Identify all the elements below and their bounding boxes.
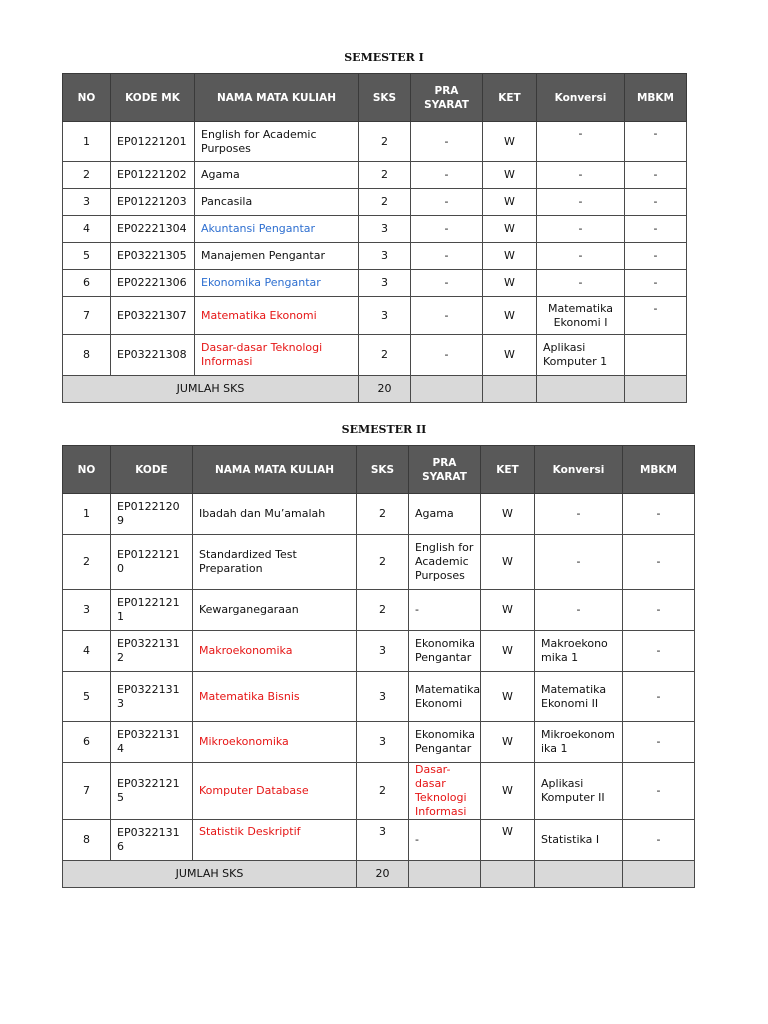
cell-sks: 3 xyxy=(357,820,409,861)
header-mbkm: MBKM xyxy=(625,74,687,122)
cell-ket: W xyxy=(483,243,537,270)
total-label: JUMLAH SKS xyxy=(63,861,357,888)
table-row xyxy=(63,189,687,216)
cell-no: 3 xyxy=(63,189,111,216)
cell-prasyarat: - xyxy=(411,335,483,376)
cell-konversi: - xyxy=(537,162,625,189)
cell-ket: W xyxy=(481,763,535,820)
cell-sks: 2 xyxy=(359,335,411,376)
cell-sks: 2 xyxy=(357,535,409,590)
cell-nama: Mikroekonomika xyxy=(193,722,357,763)
cell-sks: 2 xyxy=(357,494,409,535)
cell-sks: 2 xyxy=(359,189,411,216)
cell-prasyarat: - xyxy=(411,270,483,297)
cell-konversi: - xyxy=(535,535,623,590)
table-row xyxy=(63,763,695,820)
cell-konversi: - xyxy=(537,216,625,243)
header-konversi: Konversi xyxy=(535,446,623,494)
cell-konversi: Makroekonomika 1 xyxy=(535,631,623,672)
cell-konversi: - xyxy=(537,189,625,216)
semester-2-title: SEMESTER II xyxy=(341,423,427,436)
cell-kode: EP03221312 xyxy=(111,631,193,672)
header-prasyarat: PRA SYARAT xyxy=(411,74,483,122)
header-prasyarat: PRA SYARAT xyxy=(409,446,481,494)
cell-nama: Agama xyxy=(195,162,359,189)
cell-prasyarat: - xyxy=(411,216,483,243)
cell-nama: Statistik Deskriptif xyxy=(193,820,357,861)
cell-konversi: Aplikasi Komputer II xyxy=(535,763,623,820)
table-row xyxy=(63,590,695,631)
cell-kode: EP03221316 xyxy=(111,820,193,861)
cell-ket: W xyxy=(481,722,535,763)
cell-nama: Dasar-dasar Teknologi Informasi xyxy=(195,335,359,376)
header-kode: KODE MK xyxy=(111,74,195,122)
cell-konversi: - xyxy=(535,590,623,631)
cell-no: 5 xyxy=(63,672,111,722)
cell-nama: Ibadah dan Mu’amalah xyxy=(193,494,357,535)
header-sks: SKS xyxy=(357,446,409,494)
table-header-row xyxy=(63,74,687,122)
table-row xyxy=(63,297,687,335)
table-row xyxy=(63,535,695,590)
cell-kode: EP02221304 xyxy=(111,216,195,243)
total-sks: 20 xyxy=(357,861,409,888)
cell-konversi: Statistika I xyxy=(535,820,623,861)
table-header-row xyxy=(63,446,695,494)
cell-no: 4 xyxy=(63,631,111,672)
cell-mbkm: - xyxy=(623,590,695,631)
cell-kode: EP03221307 xyxy=(111,297,195,335)
cell-ket: W xyxy=(481,590,535,631)
semester-1-title: SEMESTER I xyxy=(344,51,424,64)
cell-sks: 3 xyxy=(359,270,411,297)
semester-2-table xyxy=(62,445,695,888)
cell-ket: W xyxy=(481,494,535,535)
cell-nama: Standardized Test Preparation xyxy=(193,535,357,590)
cell-mbkm: - xyxy=(623,722,695,763)
cell-no: 4 xyxy=(63,216,111,243)
cell-kode: EP01221211 xyxy=(111,590,193,631)
cell-konversi: Matematika Ekonomi II xyxy=(535,672,623,722)
table-row xyxy=(63,672,695,722)
header-nama: NAMA MATA KULIAH xyxy=(193,446,357,494)
cell-sks: 3 xyxy=(359,216,411,243)
table-row xyxy=(63,216,687,243)
cell-no: 6 xyxy=(63,270,111,297)
cell-nama: Makroekonomika xyxy=(193,631,357,672)
cell-ket: W xyxy=(483,122,537,162)
cell-mbkm: - xyxy=(625,189,687,216)
cell-nama: Komputer Database xyxy=(193,763,357,820)
cell-prasyarat: English for Academic Purposes xyxy=(409,535,481,590)
cell-prasyarat: - xyxy=(411,297,483,335)
cell-prasyarat: Dasar-dasar Teknologi Informasi xyxy=(409,763,481,820)
cell-no: 6 xyxy=(63,722,111,763)
cell-ket: W xyxy=(483,162,537,189)
cell-ket: W xyxy=(483,297,537,335)
cell-ket: W xyxy=(481,631,535,672)
cell-no: 7 xyxy=(63,297,111,335)
cell-kode: EP02221306 xyxy=(111,270,195,297)
cell-mbkm xyxy=(625,335,687,376)
cell-no: 1 xyxy=(63,494,111,535)
table-row xyxy=(63,820,695,861)
cell-kode: EP01221201 xyxy=(111,122,195,162)
total-row xyxy=(63,376,687,403)
header-mbkm: MBKM xyxy=(623,446,695,494)
cell-kode: EP03221215 xyxy=(111,763,193,820)
cell-mbkm: - xyxy=(625,122,687,162)
cell-prasyarat: Agama xyxy=(409,494,481,535)
cell-konversi: Matematika Ekonomi I xyxy=(537,297,625,335)
cell-prasyarat: - xyxy=(411,122,483,162)
cell-mbkm: - xyxy=(623,672,695,722)
cell-sks: 3 xyxy=(357,631,409,672)
total-sks: 20 xyxy=(359,376,411,403)
cell-no: 8 xyxy=(63,335,111,376)
cell-no: 2 xyxy=(63,162,111,189)
header-konversi: Konversi xyxy=(537,74,625,122)
cell-kode: EP01221209 xyxy=(111,494,193,535)
cell-sks: 2 xyxy=(357,590,409,631)
table-row xyxy=(63,162,687,189)
cell-nama: English for Academic Purposes xyxy=(195,122,359,162)
cell-mbkm: - xyxy=(625,270,687,297)
header-ket: KET xyxy=(483,74,537,122)
cell-nama: Matematika Bisnis xyxy=(193,672,357,722)
cell-kode: EP03221313 xyxy=(111,672,193,722)
cell-ket: W xyxy=(483,335,537,376)
cell-no: 1 xyxy=(63,122,111,162)
table-row xyxy=(63,722,695,763)
cell-nama: Akuntansi Pengantar xyxy=(195,216,359,243)
cell-konversi: - xyxy=(537,243,625,270)
cell-nama: Ekonomika Pengantar xyxy=(195,270,359,297)
cell-sks: 2 xyxy=(359,122,411,162)
cell-ket: W xyxy=(481,535,535,590)
cell-no: 8 xyxy=(63,820,111,861)
cell-mbkm: - xyxy=(623,631,695,672)
cell-sks: 3 xyxy=(359,243,411,270)
cell-konversi: Mikroekonomika 1 xyxy=(535,722,623,763)
cell-prasyarat: - xyxy=(409,820,481,861)
cell-no: 7 xyxy=(63,763,111,820)
cell-mbkm: - xyxy=(625,243,687,270)
table-row xyxy=(63,335,687,376)
cell-konversi: - xyxy=(535,494,623,535)
cell-nama: Manajemen Pengantar xyxy=(195,243,359,270)
cell-kode: EP03221314 xyxy=(111,722,193,763)
table-row xyxy=(63,631,695,672)
cell-konversi: - xyxy=(537,122,625,162)
total-label: JUMLAH SKS xyxy=(63,376,359,403)
cell-mbkm: - xyxy=(625,216,687,243)
header-sks: SKS xyxy=(359,74,411,122)
cell-konversi: Aplikasi Komputer 1 xyxy=(537,335,625,376)
table-row xyxy=(63,494,695,535)
cell-prasyarat: - xyxy=(411,243,483,270)
cell-prasyarat: - xyxy=(411,189,483,216)
cell-no: 5 xyxy=(63,243,111,270)
cell-kode: EP03221308 xyxy=(111,335,195,376)
cell-mbkm: - xyxy=(623,820,695,861)
cell-nama: Pancasila xyxy=(195,189,359,216)
header-no: NO xyxy=(63,74,111,122)
cell-nama: Matematika Ekonomi xyxy=(195,297,359,335)
cell-no: 3 xyxy=(63,590,111,631)
cell-ket: W xyxy=(481,820,535,861)
cell-mbkm: - xyxy=(625,297,687,335)
table-row xyxy=(63,270,687,297)
table-row xyxy=(63,243,687,270)
cell-kode: EP01221210 xyxy=(111,535,193,590)
cell-ket: W xyxy=(483,216,537,243)
cell-prasyarat: Ekonomika Pengantar xyxy=(409,722,481,763)
cell-kode: EP03221305 xyxy=(111,243,195,270)
cell-ket: W xyxy=(483,270,537,297)
cell-sks: 3 xyxy=(357,722,409,763)
header-kode: KODE xyxy=(111,446,193,494)
cell-kode: EP01221203 xyxy=(111,189,195,216)
cell-mbkm: - xyxy=(623,494,695,535)
cell-mbkm: - xyxy=(625,162,687,189)
cell-prasyarat: - xyxy=(411,162,483,189)
header-no: NO xyxy=(63,446,111,494)
cell-mbkm: - xyxy=(623,535,695,590)
cell-mbkm: - xyxy=(623,763,695,820)
total-row xyxy=(63,861,695,888)
header-ket: KET xyxy=(481,446,535,494)
header-nama: NAMA MATA KULIAH xyxy=(195,74,359,122)
cell-ket: W xyxy=(483,189,537,216)
cell-sks: 3 xyxy=(357,672,409,722)
semester-1-table xyxy=(62,73,687,403)
cell-prasyarat: Matematika Ekonomi xyxy=(409,672,481,722)
cell-sks: 2 xyxy=(357,763,409,820)
cell-kode: EP01221202 xyxy=(111,162,195,189)
cell-konversi: - xyxy=(537,270,625,297)
cell-sks: 2 xyxy=(359,162,411,189)
cell-nama: Kewarganegaraan xyxy=(193,590,357,631)
cell-no: 2 xyxy=(63,535,111,590)
cell-sks: 3 xyxy=(359,297,411,335)
cell-ket: W xyxy=(481,672,535,722)
cell-prasyarat: - xyxy=(409,590,481,631)
table-row xyxy=(63,122,687,162)
cell-prasyarat: Ekonomika Pengantar xyxy=(409,631,481,672)
